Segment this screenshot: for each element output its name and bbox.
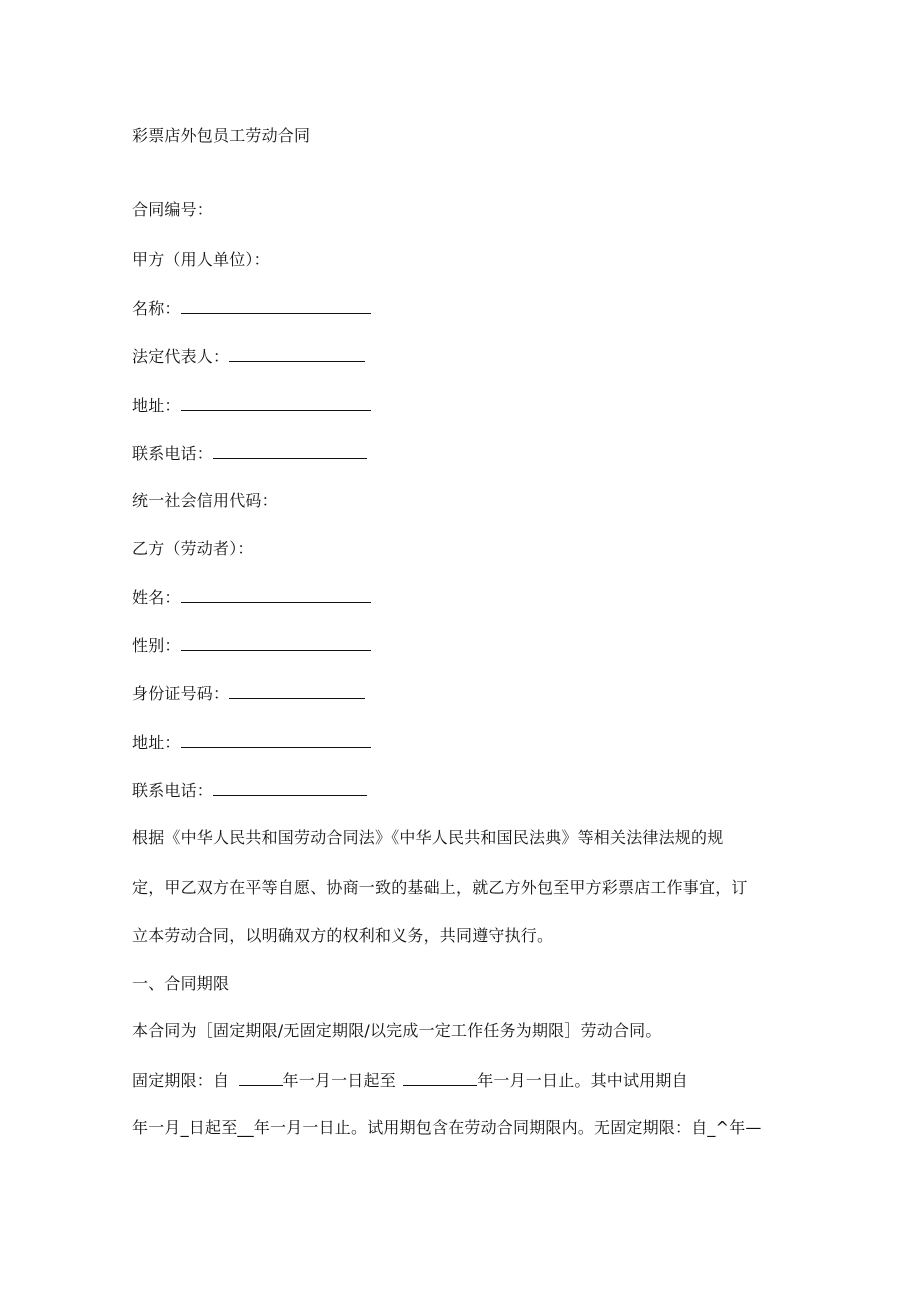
party-b-name-blank: [181, 586, 371, 603]
party-a-legal-rep-field: [132, 345, 365, 368]
party-b-phone-label: 联系电话：: [132, 781, 214, 800]
party-a-heading: 甲方（用人单位）：: [132, 250, 270, 269]
preamble-line-1: 根据《中华人民共和国劳动合同法》《中华人民共和国民法典》等相关法律法规的规: [132, 828, 724, 847]
party-b-gender-field: [132, 634, 371, 657]
party-a-name-blank: [181, 297, 371, 314]
party-b-heading: 乙方（劳动者）：: [132, 539, 254, 558]
party-b-gender-blank: [181, 634, 371, 651]
party-b-address-label: 地址：: [132, 733, 181, 752]
party-a-phone-label: 联系电话：: [132, 444, 214, 463]
party-a-address-label: 地址：: [132, 396, 181, 415]
party-b-phone-blank: [213, 779, 367, 796]
section-1-heading: 一、合同期限: [132, 974, 230, 993]
fixed-term-start-year-blank: [239, 1069, 283, 1086]
party-b-gender-label: 性别：: [132, 636, 181, 655]
fixed-term-end-date-label: 年一月一日止。其中试用期自: [477, 1071, 688, 1090]
preamble-line-2: 定，甲乙双方在平等自愿、协商一致的基础上，就乙方外包至甲方彩票店工作事宜，订: [132, 878, 748, 897]
party-b-id-field: [132, 682, 365, 705]
party-a-address-blank: [181, 394, 371, 411]
party-a-credit-code-label: 统一社会信用代码：: [132, 491, 278, 510]
party-b-address-field: [132, 731, 371, 754]
document-title: 彩票店外包员工劳动合同: [132, 126, 311, 145]
fixed-term-end-year-blank: [403, 1069, 477, 1086]
party-b-phone-field: [132, 779, 367, 802]
party-a-legal-rep-label: 法定代表人：: [132, 347, 230, 366]
probation-line: 年一月_日起至__年一月一日止。试用期包含在劳动合同期限内。无固定期限：自_^年—: [132, 1118, 762, 1137]
party-a-phone-field: [132, 442, 367, 465]
party-b-name-label: 姓名：: [132, 588, 181, 607]
party-b-id-blank: [229, 682, 365, 699]
party-a-name-field: [132, 297, 371, 320]
preamble-line-3: 立本劳动合同，以明确双方的权利和义务，共同遵守执行。: [132, 926, 554, 945]
party-a-name-label: 名称：: [132, 299, 181, 318]
fixed-term-line: [132, 1069, 688, 1092]
party-a-legal-rep-blank: [229, 345, 365, 362]
party-b-name-field: [132, 586, 371, 609]
party-a-address-field: [132, 394, 371, 417]
fixed-term-from-label: 固定期限：自: [132, 1071, 230, 1090]
party-b-id-label: 身份证号码：: [132, 684, 230, 703]
party-b-address-blank: [181, 731, 371, 748]
contract-number-label: 合同编号：: [132, 200, 214, 219]
party-a-phone-blank: [213, 442, 367, 459]
contract-type-line: 本合同为［固定期限/无固定期限/以完成一定工作任务为期限］劳动合同。: [132, 1021, 662, 1040]
fixed-term-start-date-label: 年一月一日起至: [282, 1071, 396, 1090]
